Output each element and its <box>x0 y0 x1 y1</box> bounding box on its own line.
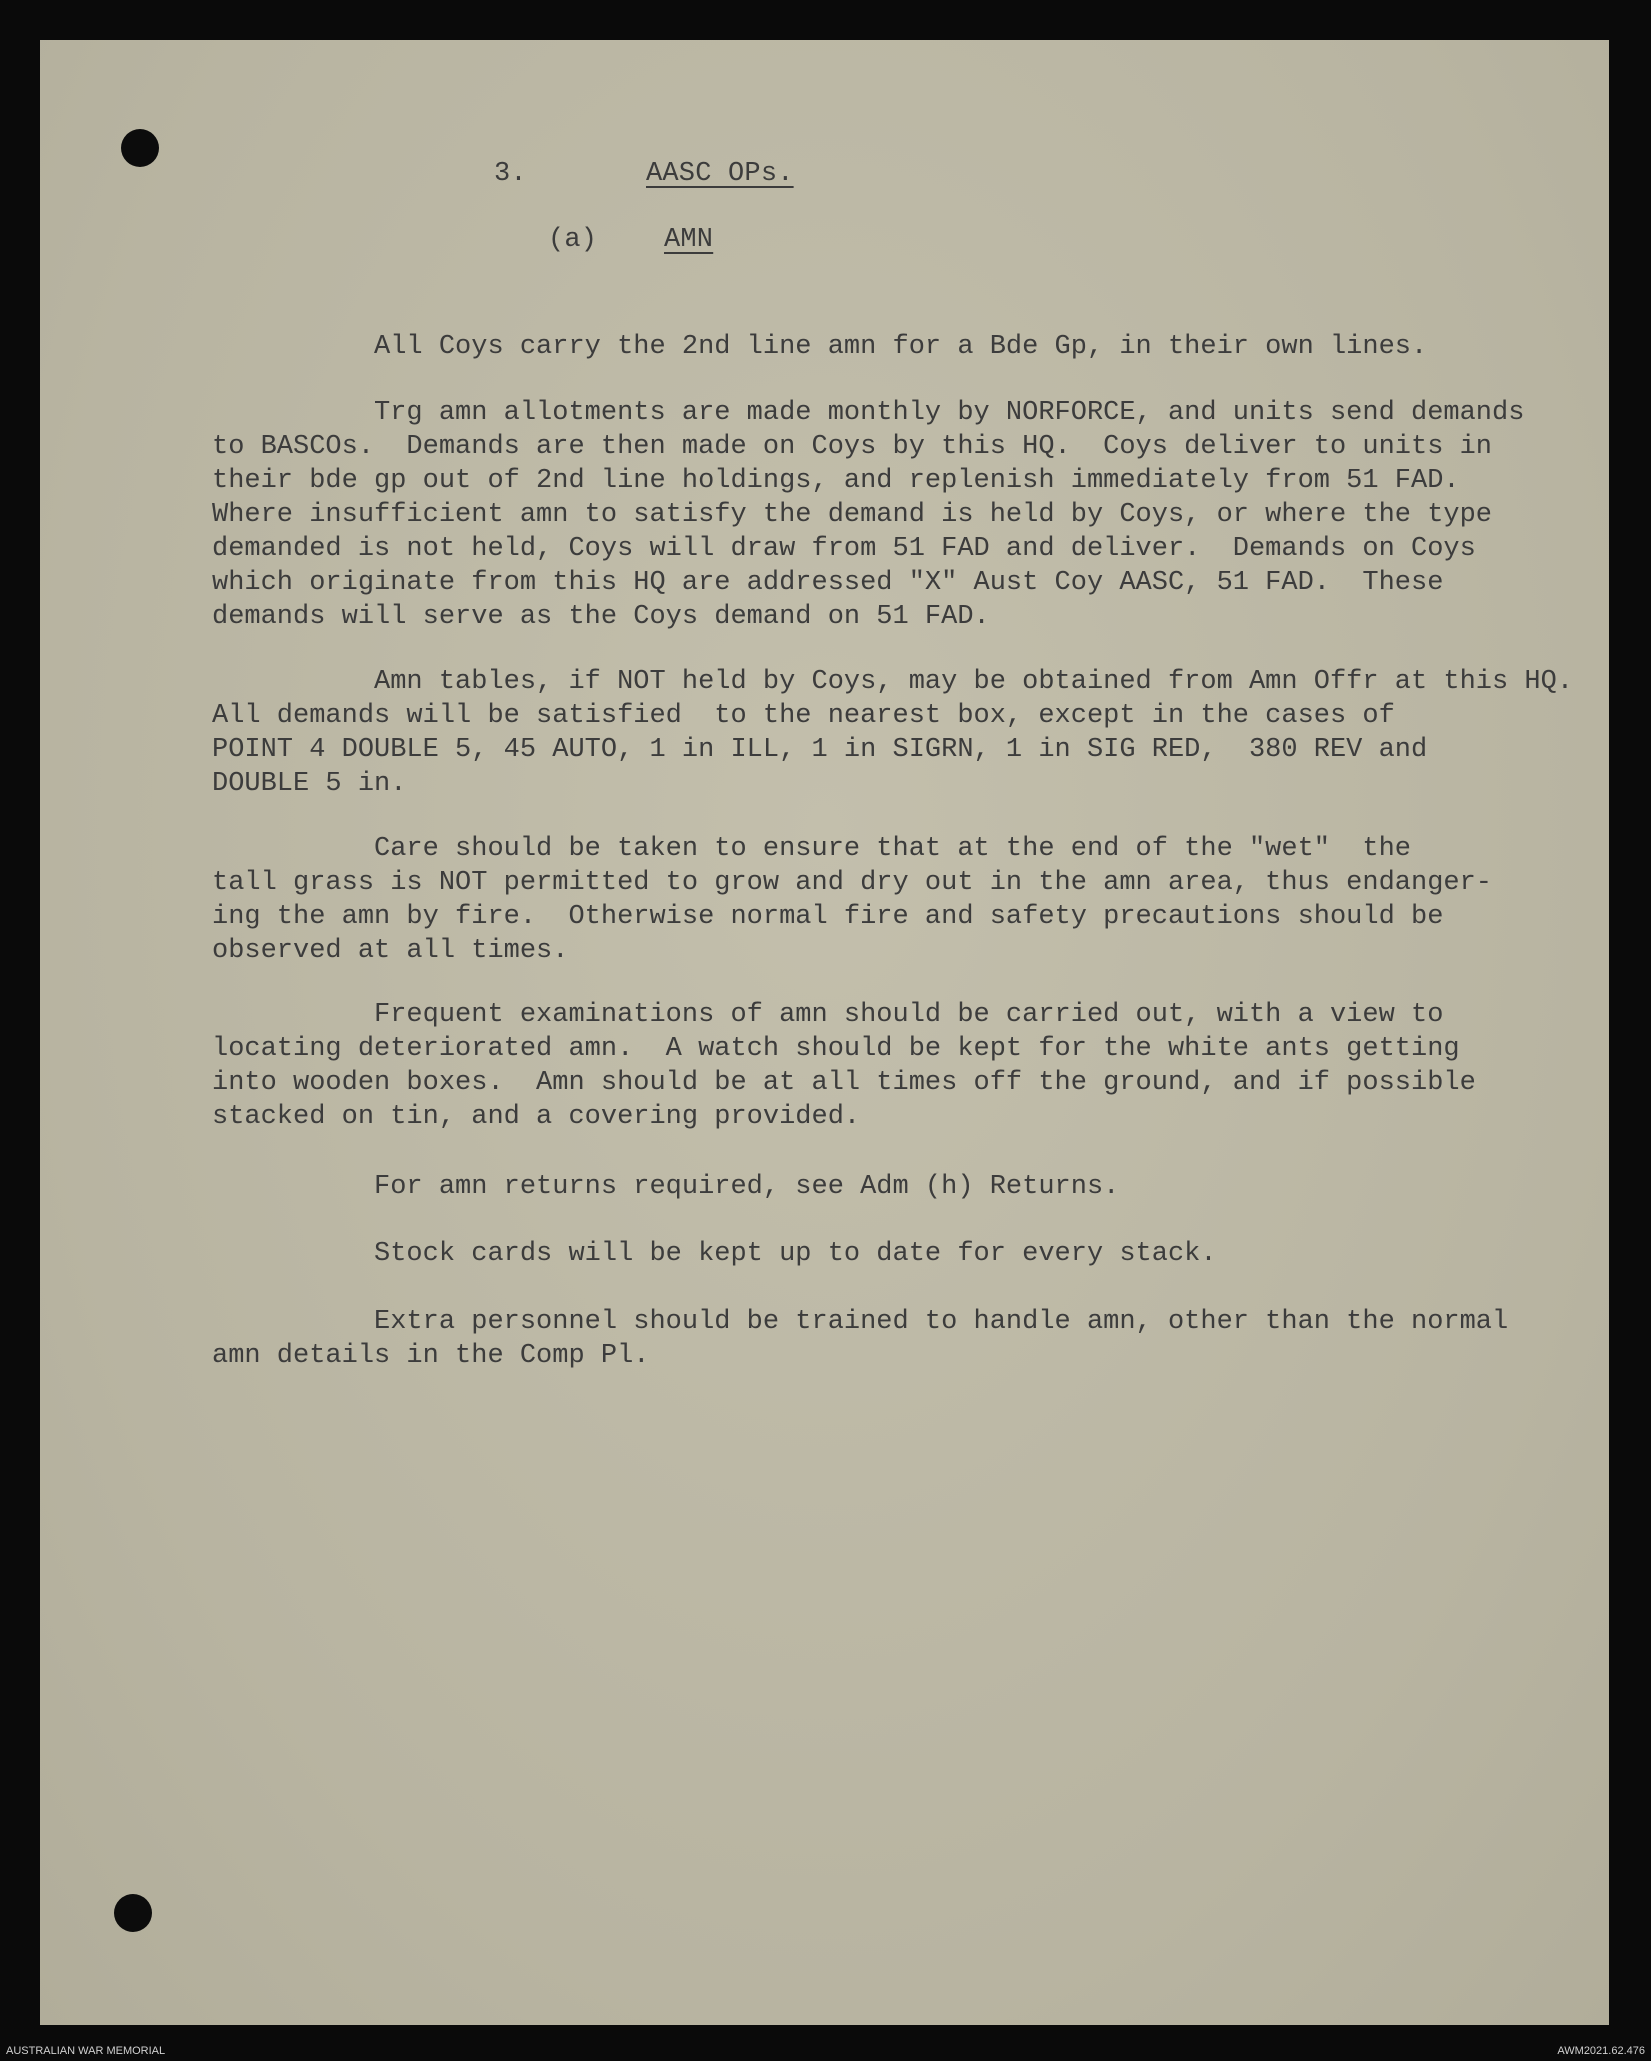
paragraph <box>212 330 1632 364</box>
punch-hole <box>114 1894 152 1932</box>
text-line: which originate from this HQ are addressed "X" Aust Coy AASC, 51 FAD. These <box>212 568 1444 598</box>
text-line: stacked on tin, and a covering provided. <box>212 1102 861 1132</box>
text-line: Trg amn allotments are made monthly by NORFORCE, and units send demands <box>212 398 1525 428</box>
text-line: into wooden boxes. Amn should be at all times off the ground, and if possible <box>212 1068 1476 1098</box>
paragraph <box>212 1237 1632 1271</box>
text-line: tall grass is NOT permitted to grow and dry out in the amn area, thus endanger- <box>212 868 1493 898</box>
text-line: demanded is not held, Coys will draw from 51 FAD and deliver. Demands on Coys <box>212 534 1476 564</box>
subsection-title: AMN <box>664 225 714 255</box>
text-line: Extra personnel should be trained to handle amn, other than the normal <box>212 1307 1509 1337</box>
punch-hole <box>121 129 159 167</box>
archive-name: AUSTRALIAN WAR MEMORIAL <box>6 2045 166 2057</box>
text-line: Frequent examinations of amn should be carried out, with a view to <box>212 1000 1444 1030</box>
text-line: Amn tables, if NOT held by Coys, may be obtained from Amn Offr at this HQ. <box>212 667 1574 697</box>
text-line: to BASCOs. Demands are then made on Coys by this HQ. Coys deliver to units in <box>212 432 1493 462</box>
text-line: Stock cards will be kept up to date for every stack. <box>212 1239 1217 1269</box>
document-page <box>40 40 1609 2025</box>
text-line: demands will serve as the Coys demand on 51 FAD. <box>212 602 990 632</box>
section-title: AASC OPs. <box>646 159 794 189</box>
archive-footer <box>0 2041 1651 2061</box>
paragraph <box>212 1170 1632 1204</box>
text-line: All Coys carry the 2nd line amn for a Bde Gp, in their own lines. <box>212 332 1428 362</box>
text-line: POINT 4 DOUBLE 5, 45 AUTO, 1 in ILL, 1 in SIGRN, 1 in SIG RED, 380 REV and <box>212 735 1428 765</box>
text-line: For amn returns required, see Adm (h) Returns. <box>212 1172 1120 1202</box>
text-line: their bde gp out of 2nd line holdings, and replenish immediately from 51 FAD. <box>212 466 1460 496</box>
paragraph <box>212 1305 1632 1373</box>
text-line: ing the amn by fire. Otherwise normal fire and safety precautions should be <box>212 902 1444 932</box>
section-number: 3. <box>494 159 527 189</box>
paragraph <box>212 396 1632 634</box>
text-line: DOUBLE 5 in. <box>212 769 407 799</box>
text-line: locating deteriorated amn. A watch should be kept for the white ants getting <box>212 1034 1460 1064</box>
text-line: All demands will be satisfied to the nearest box, except in the cases of <box>212 701 1395 731</box>
text-line: observed at all times. <box>212 936 569 966</box>
archive-reference: AWM2021.62.476 <box>1557 2045 1645 2057</box>
text-line: Care should be taken to ensure that at the end of the "wet" the <box>212 834 1411 864</box>
paragraph <box>212 832 1632 968</box>
paragraph <box>212 998 1632 1134</box>
text-line: Where insufficient amn to satisfy the demand is held by Coys, or where the type <box>212 500 1493 530</box>
paragraph <box>212 665 1632 801</box>
text-line: amn details in the Comp Pl. <box>212 1341 650 1371</box>
subsection-label: (a) <box>548 225 598 255</box>
